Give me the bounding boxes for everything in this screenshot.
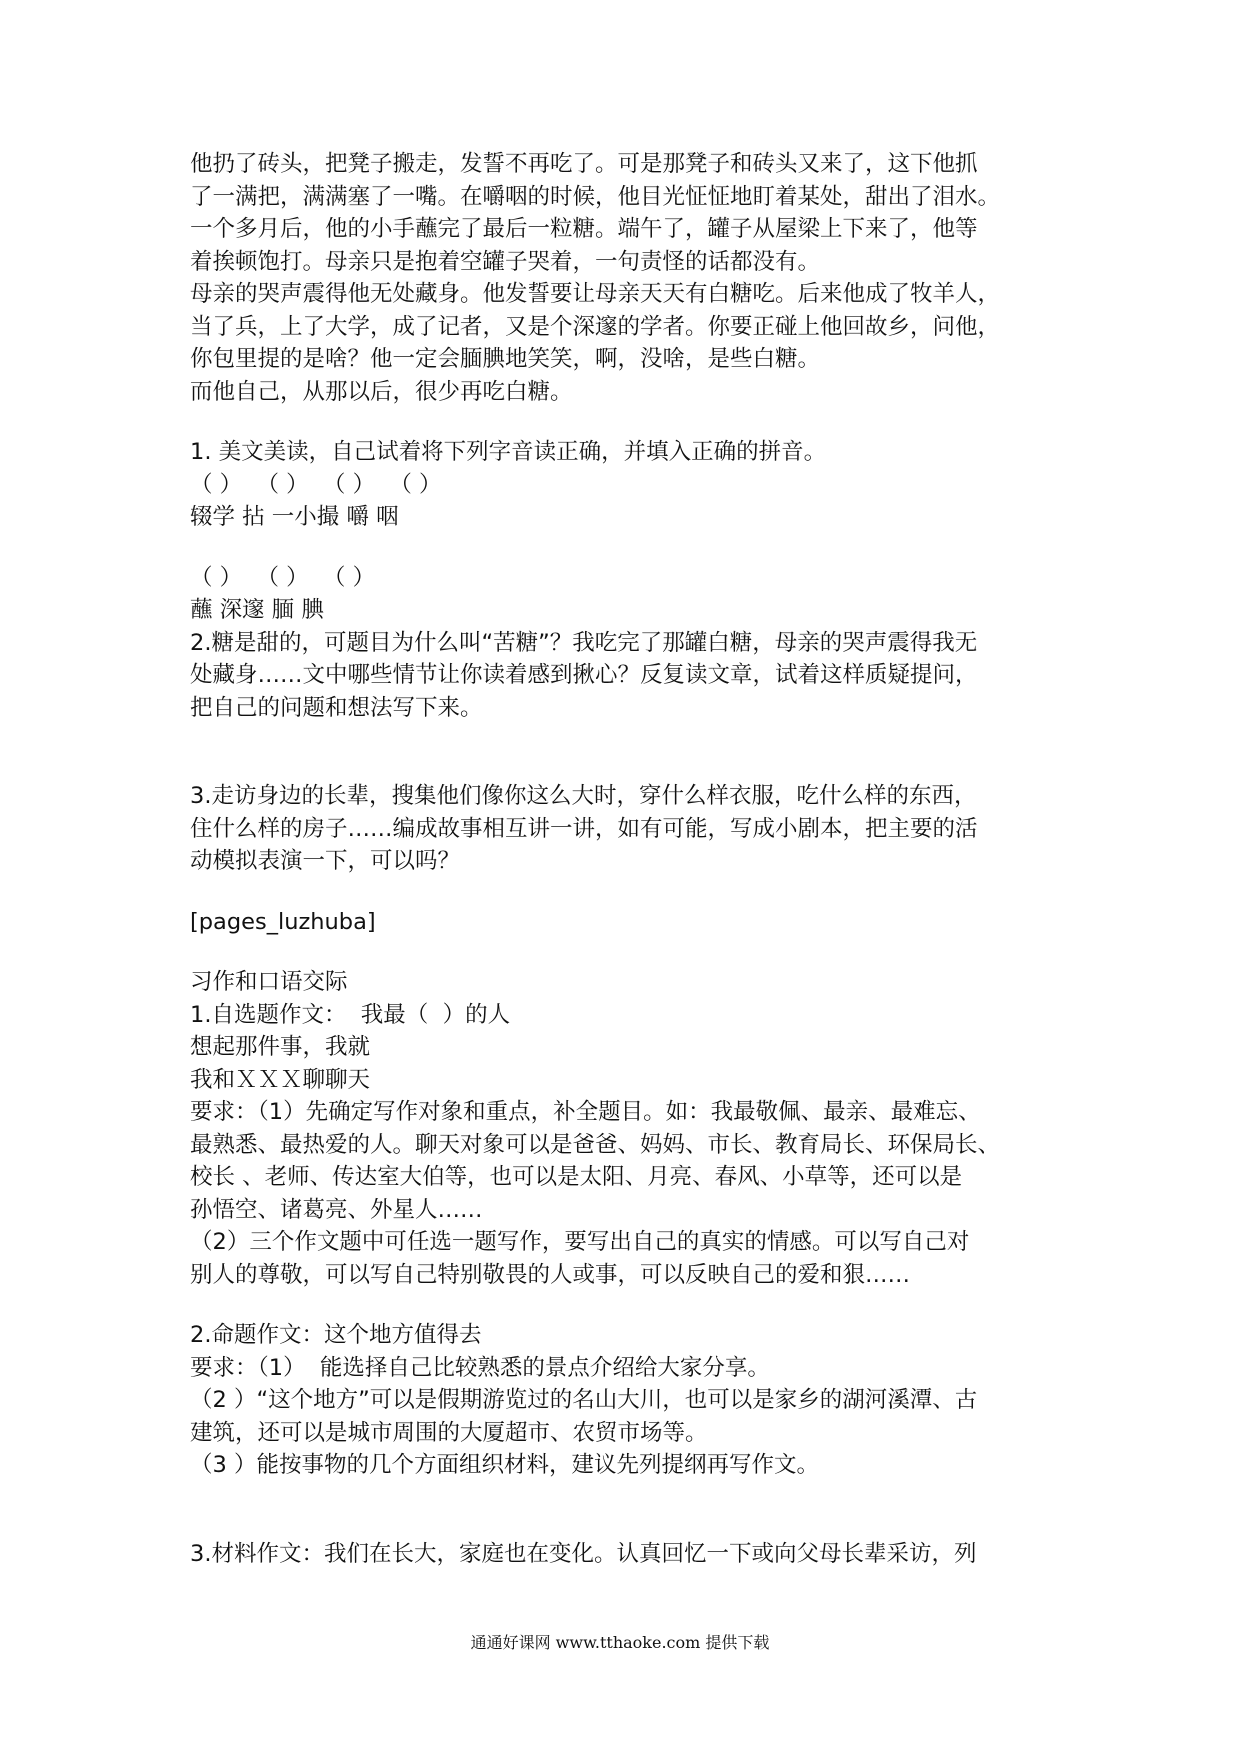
topic-1-line: 别人的尊敬，可以写自己特别敬畏的人或事，可以反映自己的爱和狠…… xyxy=(190,1261,911,1288)
question-2-line: 把自己的问题和想法写下来。 xyxy=(190,694,483,721)
pinyin-blanks-row: （ ） （ ） （ ） xyxy=(190,564,376,591)
story-line: 当了兵，上了大学，成了记者，又是个深邃的学者。你要正碰上他回故乡，问他， xyxy=(190,313,1001,340)
topic-1-line: （2）三个作文题中可任选一题写作，要写出自己的真实的情感。可以写自己对 xyxy=(190,1229,970,1255)
topic-1-line: 校长 、老师、传达室大伯等，也可以是太阳、月亮、春风、小草等，还可以是 xyxy=(190,1164,963,1190)
pinyin-words-row: 辍学 拈 一小撮 嚼 咽 xyxy=(190,504,399,530)
topic-2-line: （2 ）“这个地方”可以是假期游览过的名山大川，也可以是家乡的湖河溪潭、古 xyxy=(190,1387,978,1413)
topic-1-line: 我和ＸＸＸ聊聊天 xyxy=(190,1066,371,1093)
question-3-line: 3.走访身边的长辈，搜集他们像你这么大时，穿什么样衣服，吃什么样的东西， xyxy=(190,783,977,809)
topic-2-line: 要求：（1） 能选择自己比较熟悉的景点介绍给大家分享。 xyxy=(190,1354,770,1381)
topic-3-line: 3.材料作文：我们在长大，家庭也在变化。认真回忆一下或向父母长辈采访，列 xyxy=(190,1540,977,1567)
story-line: 你包里提的是啥？他一定会腼腆地笑笑，啊，没啥，是些白糖。 xyxy=(190,346,821,372)
question-1 xyxy=(190,436,1070,627)
question-2 xyxy=(190,627,1070,725)
story-line: 而他自己，从那以后，很少再吃白糖。 xyxy=(190,378,573,405)
story-line: 他扔了砖头，把凳子搬走，发誓不再吃了。可是那凳子和砖头又来了，这下他抓 xyxy=(190,151,978,177)
question-2-line: 处藏身……文中哪些情节让你读着感到揪心？反复读文章，试着这样质疑提问， xyxy=(190,662,978,688)
pinyin-words-row: 蘸 深邃 腼 腆 xyxy=(190,597,324,623)
topic-1-line: 最熟悉、最热爱的人。聊天对象可以是爸爸、妈妈、市长、教育局长、环保局长、 xyxy=(190,1131,1001,1158)
question-3-line: 住什么样的房子……编成故事相互讲一讲，如有可能，写成小剧本，把主要的活 xyxy=(190,815,978,842)
question-1-title: 1. 美文美读，自己试着将下列字音读正确，并填入正确的拼音。 xyxy=(190,439,827,465)
topic-1-line: 孙悟空、诸葛亮、外星人…… xyxy=(190,1196,483,1223)
page-marker: [pages_luzhuba] xyxy=(190,908,376,935)
document-body xyxy=(190,148,1070,1570)
question-3 xyxy=(190,780,1070,878)
story-line: 着挨顿饱打。母亲只是抱着空罐子哭着，一句责怪的话都没有。 xyxy=(190,248,821,275)
writing-section xyxy=(190,966,1070,1570)
topic-2-line: 2.命题作文：这个地方值得去 xyxy=(190,1322,482,1348)
page-footer: 通通好课网 www.tthaoke.com 提供下载 xyxy=(470,1633,770,1652)
pinyin-blanks-row: （ ） （ ） （ ） （ ） xyxy=(190,471,442,498)
story-line: 了一满把，满满塞了一嘴。在嚼咽的时候，他目光怔怔地盯着某处，甜出了泪水。 xyxy=(190,183,1001,210)
topic-1-line: 想起那件事，我就 xyxy=(190,1034,371,1060)
question-3-line: 动模拟表演一下，可以吗？ xyxy=(190,848,461,874)
topic-1-line: 要求：（1）先确定写作对象和重点，补全题目。如：我最敬佩、最亲、最难忘、 xyxy=(190,1099,981,1125)
topic-2-line: 建筑，还可以是城市周围的大厦超市、农贸市场等。 xyxy=(190,1419,708,1446)
question-2-line: 2.糖是甜的，可题目为什么叫“苦糖”？我吃完了那罐白糖，母亲的哭声震得我无 xyxy=(190,629,978,656)
topic-2-line: （3 ）能按事物的几个方面组织材料，建议先列提纲再写作文。 xyxy=(190,1452,819,1478)
story-line: 一个多月后，他的小手蘸完了最后一粒糖。端午了，罐子从屋梁上下来了，他等 xyxy=(190,216,978,242)
topic-1-line: 1.自选题作文： 我最（ ）的人 xyxy=(190,1001,511,1028)
section-heading: 习作和口语交际 xyxy=(190,969,348,995)
story-line: 母亲的哭声震得他无处藏身。他发誓要让母亲天天有白糖吃。后来他成了牧羊人， xyxy=(190,281,1001,307)
story-passage xyxy=(190,148,1070,408)
